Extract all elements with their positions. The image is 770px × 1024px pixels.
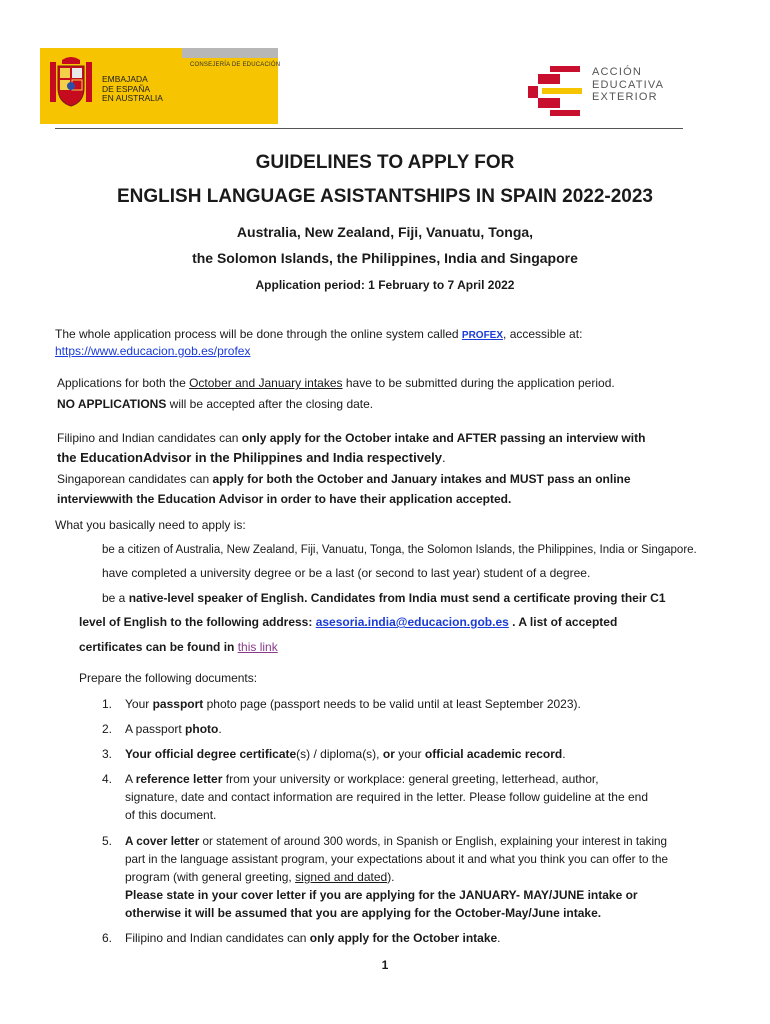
requirement-citizen: be a citizen of Australia, New Zealand, Fiji, Vanuatu, Tonga, the Solomon Islands, the Philippines, India or Singapore.	[102, 544, 697, 556]
aee-name: ACCIÓN EDUCATIVA EXTERIOR	[592, 66, 665, 103]
filipino-paragraph: Filipino and Indian candidates can only apply for the October intake and AFTER passing an interview with	[57, 431, 646, 445]
title-line-2: ENGLISH LANGUAGE ASISTANTSHIPS IN SPAIN 2022-2023	[117, 186, 653, 207]
cover-letter-intake-note: Please state in your cover letter if you are applying for the JANUARY- MAY/JUNE intake or	[125, 888, 638, 902]
consejeria-bar	[182, 48, 278, 58]
header-divider	[55, 128, 683, 129]
certificates-link[interactable]: this link	[237, 640, 278, 654]
application-period: Application period: 1 February to 7 April 2022	[255, 278, 515, 292]
countries-line-2: the Solomon Islands, the Philippines, India and Singapore	[192, 250, 578, 266]
no-applications-line: NO APPLICATIONS will be accepted after the closing date.	[57, 397, 374, 411]
spain-coat-of-arms-icon	[48, 56, 94, 114]
profex-link[interactable]: PROFEX	[461, 330, 504, 341]
document-item-photo: A passport photo.	[125, 722, 222, 736]
accion-educativa-exterior-logo-icon	[528, 64, 588, 118]
document-item-passport: Your passport photo page (passport needs to be valid until at least September 2023).	[125, 697, 581, 711]
embassy-name: EMBAJADA DE ESPAÑA EN AUSTRALIA	[102, 74, 163, 103]
requirements-heading: What you basically need to apply is:	[55, 518, 246, 532]
page-number: 1	[381, 958, 389, 972]
document-item-reference-letter: A reference letter from your university or workplace: general greeting, letterhead, author,	[125, 772, 599, 786]
singapore-paragraph: Singaporean candidates can apply for both the October and January intakes and MUST pass an online	[57, 472, 631, 486]
india-email-link[interactable]: asesoria.india@educacion.gob.es	[315, 615, 509, 629]
title-line-1: GUIDELINES TO APPLY FOR	[255, 152, 515, 173]
document-item-cover-letter: A cover letter or statement of around 300 words, in Spanish or English, explaining your interest in taking	[125, 835, 668, 848]
consejeria-label: CONSEJERÍA DE EDUCACIÓN	[190, 62, 281, 68]
document-item-filipino-indian: Filipino and Indian candidates can only apply for the October intake.	[125, 931, 501, 945]
countries-line-1: Australia, New Zealand, Fiji, Vanuatu, Tonga,	[236, 224, 534, 240]
document-item-degree: Your official degree certificate(s) / diploma(s), or your official academic record.	[125, 747, 566, 761]
intro-paragraph: The whole application process will be done through the online system called PROFEX, accessible at:	[55, 327, 583, 341]
requirement-degree: have completed a university degree or be a last (or second to last year) student of a degree.	[102, 566, 591, 580]
documents-heading: Prepare the following documents:	[79, 671, 258, 685]
requirement-english: be a native-level speaker of English. Candidates from India must send a certificate proving their C1	[102, 591, 666, 605]
profex-url-link[interactable]: https://www.educacion.gob.es/profex	[55, 344, 251, 358]
applications-paragraph: Applications for both the October and January intakes have to be submitted during the application period.	[57, 376, 615, 390]
document-page: CONSEJERÍA DE EDUCACIÓN EMBAJADA DE ESPAÑA EN AUSTRALIA ACCIÓN EDUCATIVA EXTERIOR GUIDELINES TO APPLY FOR ENGLISH LANGUAGE ASISTANTSHIPS IN SPAIN 2022-2023 Australia, New Zealand, Fiji, Vanuatu, Tonga, the Solomon Islands, the Philippines, India and Singapore Application period: 1 February to 7 April 2022 The whole application process will be done through the online system called PROFEX, accessible at: https://www.educacion.gob.es/profex Applications for both the October and January intakes have to be submitted during the application period. NO APPLICATIONS will be accepted after the closing date. Filipino and Indian candidates can only apply for the October intake and AFTER passing an interview with the EducationAdvisor in the Philippines and India respectively. Singaporean candidates can apply for both the October and January intakes and MUST pass an online interviewwith the Education Advisor in order to have their application accepted. What you basically need to apply is: be a citizen of Australia, New Zealand, Fiji, Vanuatu, Tonga, the Solomon Islands, the Philippines, India or Singapore. have completed a university degree or be a last (or second to last year) student of a degree. be a native-level speaker of English. Candidates from India must send a certificate proving their C1 level of English to the following address: asesoria.india@educacion.gob.es . A list of accepted certificates can be found in this link Prepare the following documents: 1. Your passport photo page (passport needs to be valid until at least September 2023). 2. A passport photo. 3. Your official degree certificate(s) / diploma(s), or your official academic record. 4. A reference letter from your university or workplace: general greeting, letterhead, author, signature, date and contact information are required in the letter. Please follow guideline at the end of this document. 5. A cover letter or statement of around 300 words, in Spanish or English, explaining your interest in taking part in the language assistant program, your expectations about it and what you think you can offer to the program (with general greeting, signed and dated). Please state in your cover letter if you are applying for the JANUARY- MAY/JUNE intake or otherwise it will be assumed that you are applying for the October-May/June intake. 6. Filipino and Indian candidates can only apply for the October intake. 1	[0, 0, 770, 1024]
